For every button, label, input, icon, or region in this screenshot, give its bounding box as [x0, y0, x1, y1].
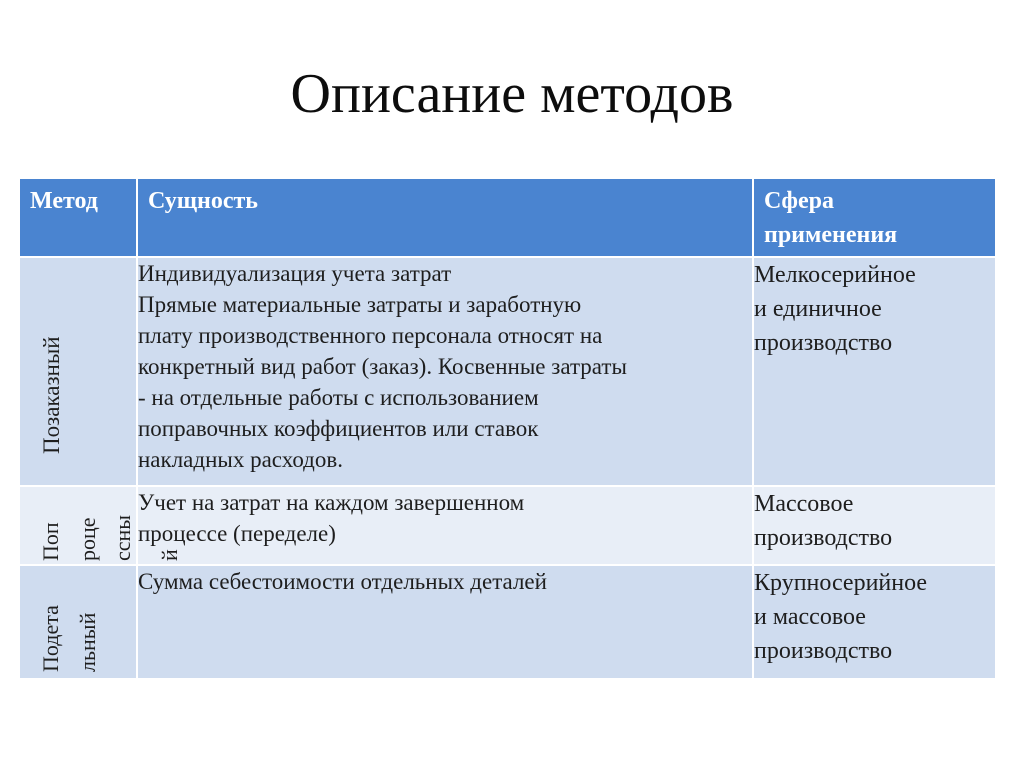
method-label: льный — [75, 612, 100, 672]
essence-line: - на отдельные работы с использованием — [138, 385, 539, 410]
method-cell — [20, 486, 182, 565]
header-sphere-line: применения — [764, 222, 898, 248]
essence-cell — [137, 257, 753, 486]
sphere-line: производство — [754, 330, 893, 356]
header-sphere — [753, 179, 996, 257]
essence-line: плату производственного персонала относят на — [138, 323, 603, 348]
method-label: Подета — [38, 605, 63, 672]
essence-line: Прямые материальные затраты и заработную — [138, 292, 582, 317]
method-label: й — [157, 549, 182, 561]
table-header-row — [20, 179, 996, 257]
essence-line: конкретный вид работ (заказ). Косвенные затраты — [138, 354, 627, 379]
table-row — [20, 565, 996, 679]
essence-line: Учет на затрат на каждом завершенном — [138, 490, 525, 515]
method-label: Поп — [38, 522, 63, 561]
header-method: Метод — [20, 179, 137, 257]
essence-cell — [137, 565, 753, 679]
slide-title: Описание методов — [290, 63, 734, 125]
method-cell — [20, 257, 137, 486]
method-label: роце — [75, 517, 100, 561]
sphere-line: и массовое — [754, 604, 866, 630]
essence-line: Индивидуализация учета затрат — [138, 261, 452, 286]
essence-cell — [137, 486, 753, 565]
method-label: ссны — [110, 514, 135, 561]
method-cell — [20, 565, 137, 679]
header-essence: Сущность — [137, 179, 753, 257]
essence-line: поправочных коэффициентов или ставок — [138, 416, 539, 441]
sphere-cell — [753, 486, 996, 565]
sphere-cell — [753, 565, 996, 679]
essence-line: накладных расходов. — [138, 447, 343, 472]
methods-table — [20, 179, 997, 680]
sphere-line: производство — [754, 525, 893, 551]
sphere-line: Массовое — [754, 491, 854, 517]
essence-line: Сумма себестоимости отдельных деталей — [138, 569, 547, 594]
sphere-line: Мелкосерийное — [754, 262, 916, 288]
table-row — [20, 257, 996, 486]
essence-line: процессе (переделе) — [138, 521, 336, 546]
sphere-line: и единичное — [754, 296, 882, 322]
header-sphere-line: Сфера — [764, 188, 834, 214]
sphere-line: Крупносерийное — [754, 570, 928, 596]
table-row — [20, 486, 996, 565]
sphere-cell — [753, 257, 996, 486]
method-label: Позаказный — [39, 336, 64, 454]
sphere-line: производство — [754, 638, 893, 664]
